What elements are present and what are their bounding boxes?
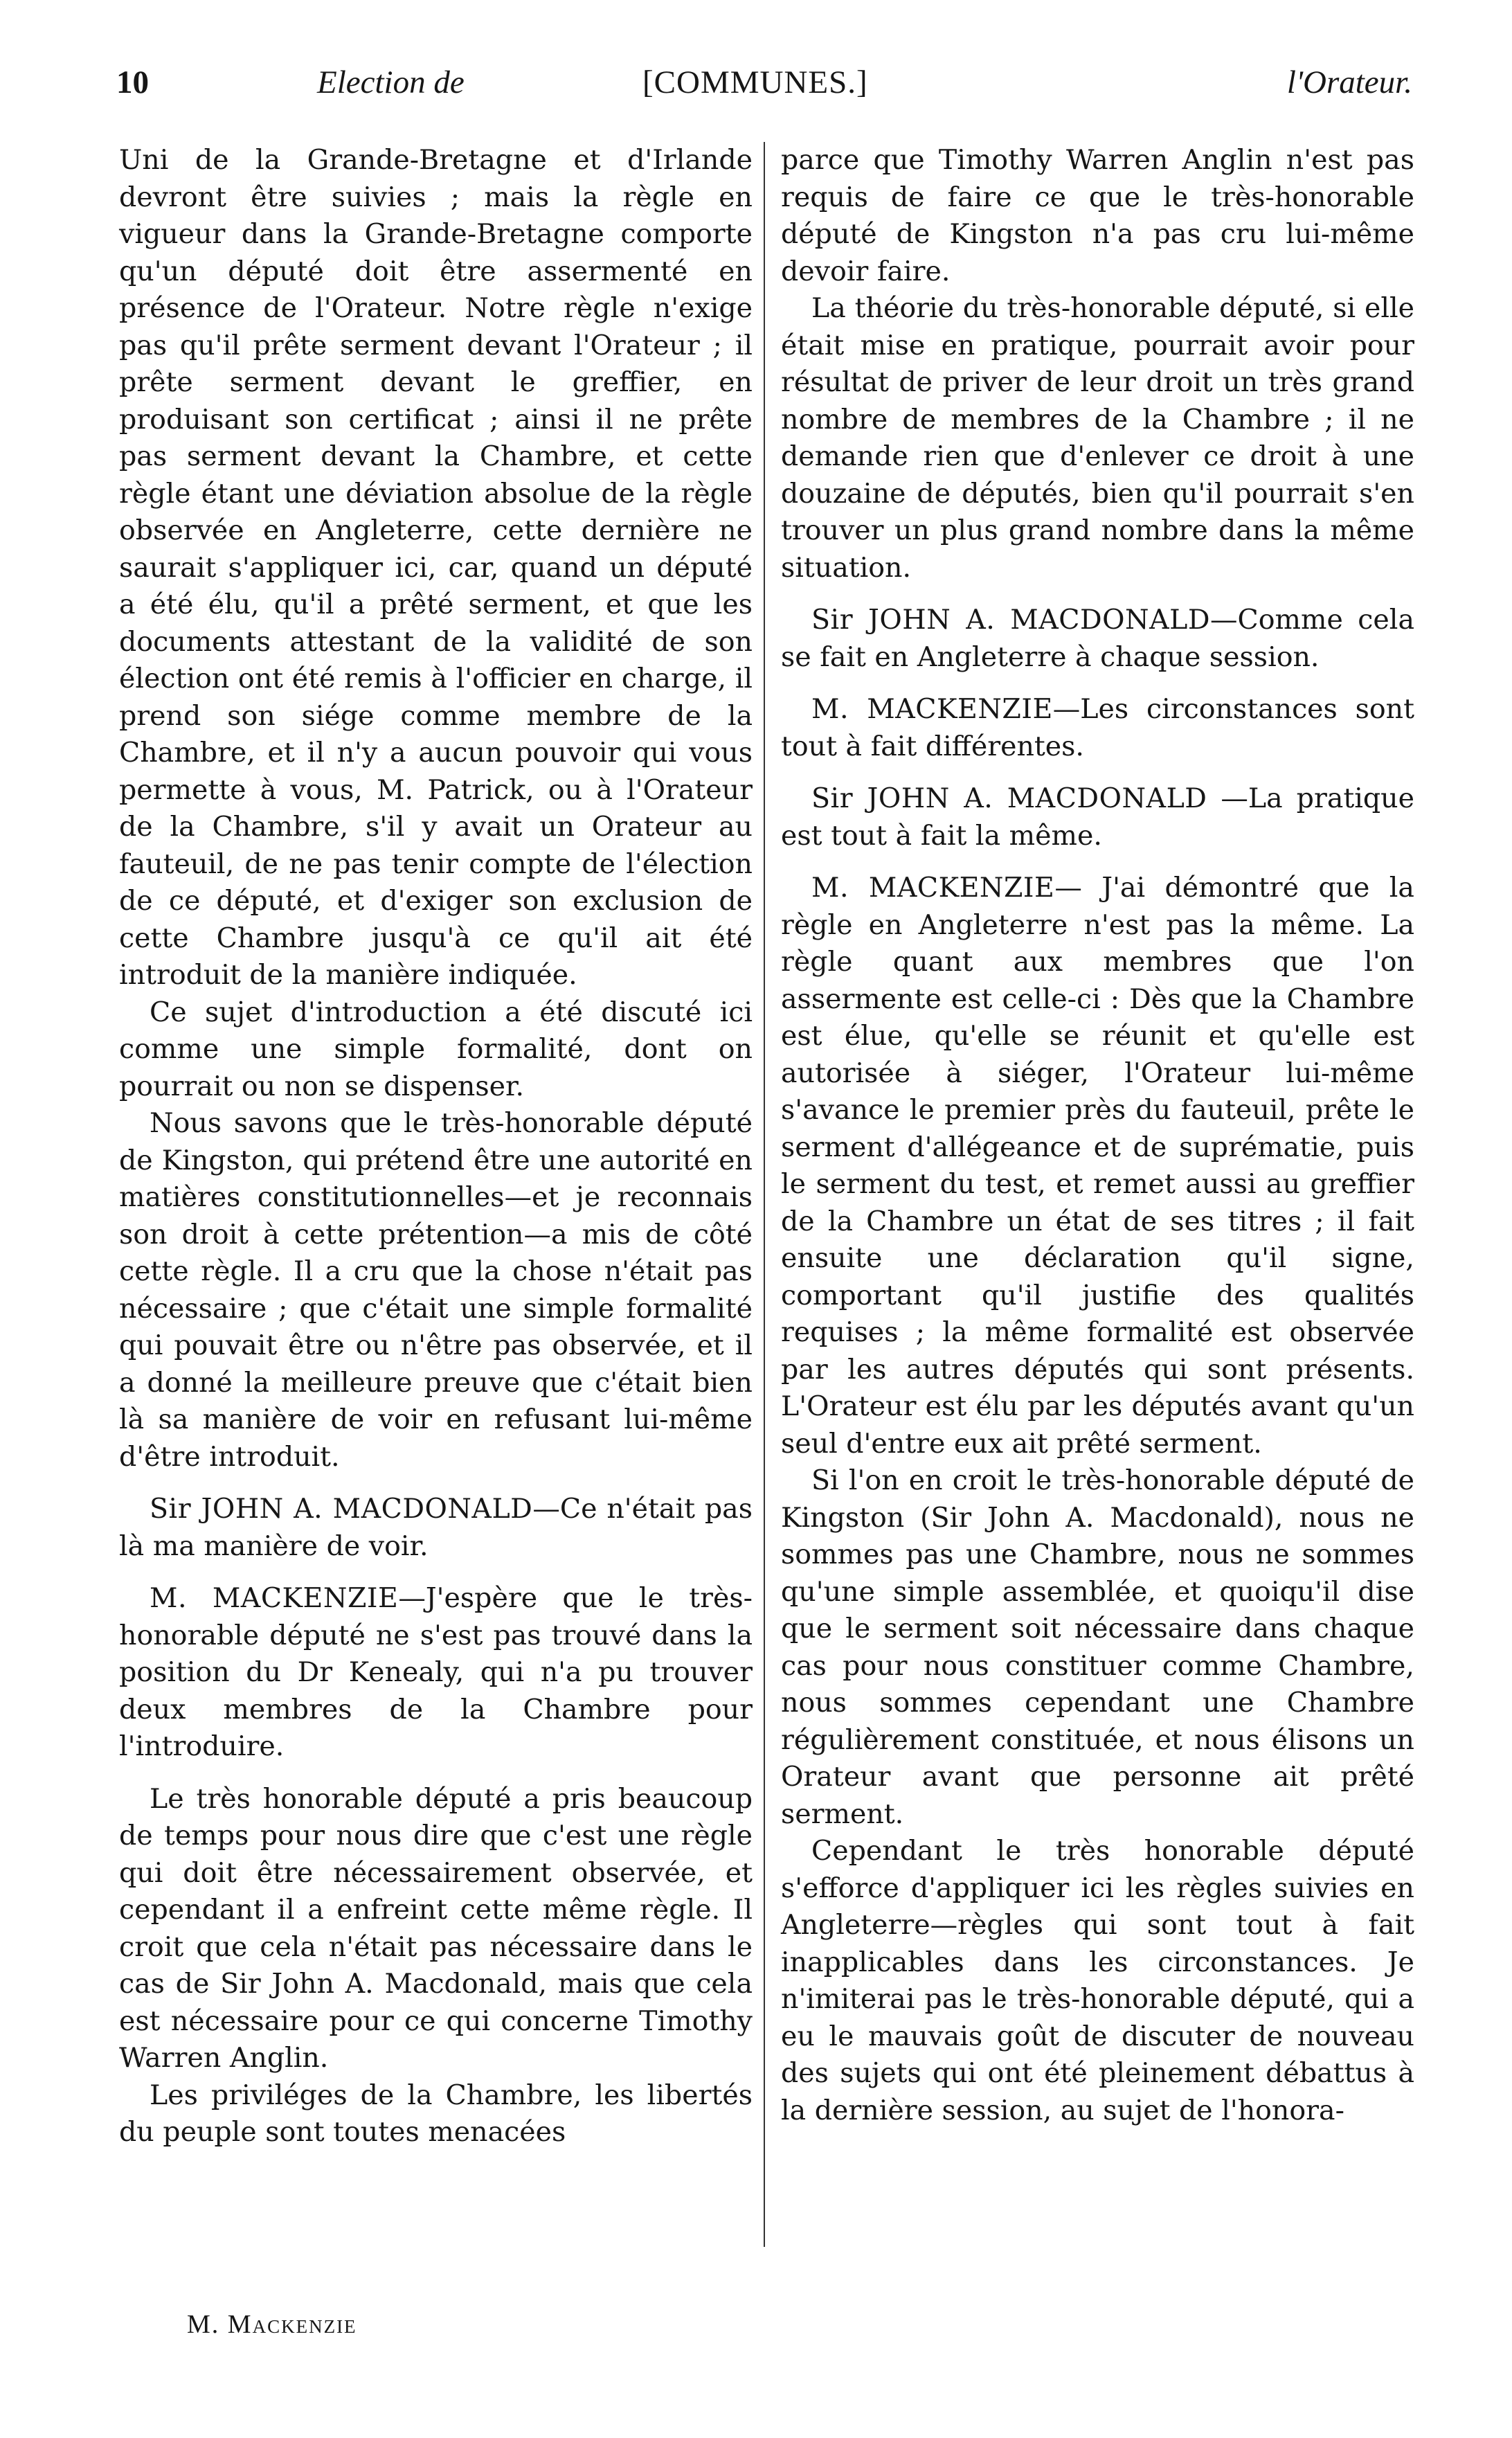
speech-text: —Les circonstances sont tout à fait différentes. <box>781 693 1414 762</box>
speech-paragraph <box>119 1580 753 1766</box>
speech-paragraph <box>781 691 1414 765</box>
paragraph <box>119 1781 753 2077</box>
catchword: M. Mackenzie <box>187 2310 357 2339</box>
paragraph <box>781 1833 1414 2129</box>
paragraph-text: La théorie du très-honorable député, si elle était mise en pratique, pourrait avoir pour résultat de priver de leur droit un très grand nombre de membres de la Chambre ; il ne demande rien que d'enlever ce droit à une douzaine de députés, bien qu'il pourrait s'en trouver un plus grand nombre dans la même situation. <box>781 292 1414 584</box>
paragraph <box>119 2077 753 2151</box>
speech-text: —La pratique est tout à fait la même. <box>781 782 1414 852</box>
speech-text: —Comme cela se fait en Angleterre à chaque session. <box>781 604 1414 673</box>
paragraph-text: parce que Timothy Warren Anglin n'est pas requis de faire ce que le très-honorable député de Kingston n'a pas cru lui-même devoir faire. <box>781 144 1414 287</box>
speaker-name: M. MACKENZIE <box>150 1582 399 1614</box>
speaker-name: Sir JOHN A. MACDONALD <box>811 604 1211 636</box>
paragraph-text: Le très honorable député a pris beaucoup de temps pour nous dire que c'est une règle qui doit être nécessairement observée, et cependant il a enfreint cette même règle. Il croit que cela n'était pas nécessaire dans le cas de Sir John A. Macdonald, mais que cela est nécessaire pour ce qui concerne Timothy Warren Anglin. <box>119 1782 753 2074</box>
running-header <box>116 64 1412 119</box>
paragraph-text: Les priviléges de la Chambre, les libertés du peuple sont toutes menacées <box>119 2079 753 2148</box>
speaker-name: Sir JOHN A. MACDONALD <box>811 782 1207 814</box>
speech-text: —Ce n'était pas là ma manière de voir. <box>119 1493 753 1562</box>
running-head-left: Election de <box>317 64 465 100</box>
right-column <box>781 142 1414 2129</box>
paragraph <box>119 142 753 994</box>
paragraph-text: Uni de la Grande-Bretagne et d'Irlande devront être suivies ; mais la règle en vigueur dans la Grande-Bretagne comporte qu'un député doit être assermenté en présence de l'Orateur. Notre règle n'exige pas qu'il prête serment devant l'Orateur ; il prête serment devant le greffier, en produisant son certificat ; ainsi il ne prête pas serment devant la Chambre, et cette règle étant une déviation absolue de la règle observée en Angleterre, cette dernière ne saurait s'appliquer ici, car, quand un député a été élu, qu'il a prêté serment, et que les documents attestant de la validité de son élection ont été remis à l'officier en charge, il prend son siége comme membre de la Chambre, et il n'y a aucun pouvoir qui vous permette à vous, M. Patrick, ou à l'Orateur de la Chambre, s'il y avait un Orateur au fauteuil, de ne pas tenir compte de l'élection de ce député, et d'exiger son exclusion de cette Chambre jusqu'à ce qu'il ait été introduit de la manière indiquée. <box>119 144 753 991</box>
speech-paragraph <box>119 1491 753 1565</box>
paragraph-text: Si l'on en croit le très-honorable député de Kingston (Sir John A. Macdonald), nous ne sommes pas une Chambre, nous ne sommes qu'une simple assemblée, et quoiqu'il dise que le serment soit nécessaire dans chaque cas pour nous constituer comme Chambre, nous sommes cependant une Chambre régulièrement constituée, et nous élisons un Orateur avant que personne ait prêté serment. <box>781 1464 1414 1830</box>
column-divider <box>764 142 765 2247</box>
page-number: 10 <box>116 64 149 100</box>
speaker-name: M. MACKENZIE <box>811 872 1055 904</box>
speech-paragraph <box>781 870 1414 1462</box>
paragraph <box>781 290 1414 586</box>
paragraph <box>781 1462 1414 1833</box>
running-head-center: [COMMUNES.] <box>642 64 868 100</box>
speaker-name: Sir JOHN A. MACDONALD <box>150 1493 533 1525</box>
speech-paragraph <box>781 602 1414 676</box>
running-head-right: l'Orateur. <box>1286 64 1412 100</box>
speaker-name: M. MACKENZIE <box>811 693 1053 725</box>
paragraph-text: Nous savons que le très-honorable député de Kingston, qui prétend être une autorité en matières constitutionnelles—et je reconnais son droit à cette prétention—a mis de côté cette règle. Il a cru que la chose n'était pas nécessaire ; que c'était une simple formalité qui pouvait être ou n'être pas observée, et il a donné la meilleure preuve que c'était bien là sa manière de voir en refusant lui-même d'être introduit. <box>119 1107 753 1473</box>
speech-text: — J'ai démontré que la règle en Angleterre n'est pas la même. La règle quant aux membres que l'on assermente est celle-ci : Dès que la Chambre est élue, qu'elle se réunit et qu'elle est autorisée à siéger, l'Orateur lui-même s'avance le premier près du fauteuil, prête le serment d'allégeance et de suprématie, puis le serment du test, et remet aussi au greffier de la Chambre un état de ses titres ; il fait ensuite une déclaration qu'il signe, comportant qu'il justifie des qualités requises ; la même formalité est observée par les autres députés qui sont présents. L'Orateur est élu par les députés avant qu'un seul d'entre eux ait prêté serment. <box>781 872 1414 1460</box>
speech-paragraph <box>781 780 1414 854</box>
paragraph-text: Cependant le très honorable député s'efforce d'appliquer ici les règles suivies en Angleterre—règles qui sont tout à fait inapplicables dans les circonstances. Je n'imiterai pas le très-honorable député, qui a eu le mauvais goût de discuter de nouveau des sujets qui ont été pleinement débattus à la dernière session, au sujet de l'honora- <box>781 1835 1414 2126</box>
paragraph <box>781 142 1414 290</box>
paragraph <box>119 1105 753 1476</box>
paragraph-text: Ce sujet d'introduction a été discuté ici comme une simple formalité, dont on pourrait ou non se dispenser. <box>119 996 753 1102</box>
speech-text: —J'espère que le très-honorable député ne s'est pas trouvé dans la position du Dr Kenealy, qui n'a pu trouver deux membres de la Chambre pour l'introduire. <box>119 1582 753 1762</box>
paragraph <box>119 994 753 1106</box>
left-column <box>119 142 753 2151</box>
